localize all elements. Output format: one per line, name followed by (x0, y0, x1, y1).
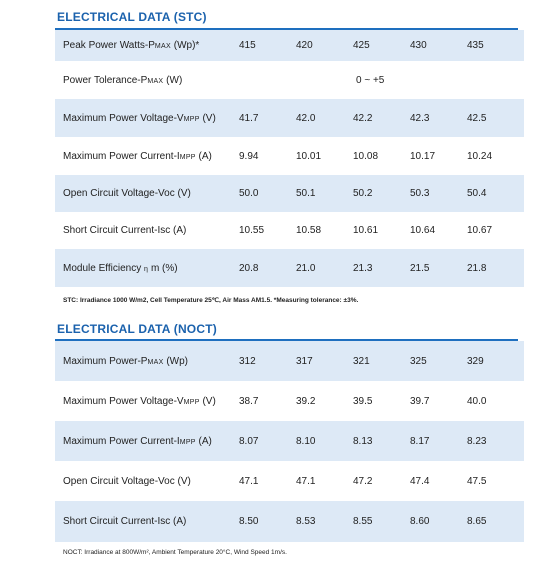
label-text: Short Circuit Current-Isc (A) (63, 516, 187, 527)
label-text: Maximum Power Voltage-V (63, 112, 184, 124)
value-cell: 8.55 (353, 501, 410, 542)
table-row (55, 341, 524, 381)
stc-section-title: ELECTRICAL DATA (STC) (57, 10, 207, 24)
value-cell: 41.7 (239, 99, 296, 137)
row-label (55, 421, 239, 461)
table-row (55, 501, 524, 542)
value-cell: 8.10 (296, 421, 353, 461)
label-unit: (A) (195, 435, 212, 447)
row-label (55, 212, 239, 249)
label-text: Maximum Power-P (63, 355, 148, 367)
value-cell: 47.4 (410, 475, 430, 487)
value-cell: 42.2 (353, 99, 410, 137)
value-cell: 39.2 (296, 395, 316, 407)
value-cell: 312 (239, 341, 296, 381)
label-text: Open Circuit Voltage-Voc (V) (63, 475, 191, 487)
stc-footnote: STC: Irradiance 1000 W/m2, Cell Temperature 25℃, Air Mass AM1.5. *Measuring tolerance: ±3%. (63, 297, 359, 304)
value-cell: 420 (296, 30, 353, 61)
label-unit: m (%) (148, 262, 178, 274)
value-cell: 9.94 (239, 150, 259, 162)
value-cell: 40.0 (467, 395, 487, 407)
label-text: Open Circuit Voltage-Voc (V) (63, 188, 191, 199)
label-subscript: MPP (183, 398, 200, 406)
row-label (55, 381, 239, 421)
row-label (55, 99, 239, 137)
label-text: Module Efficiency (63, 262, 144, 274)
value-cell: 50.4 (467, 175, 524, 212)
table-row (55, 30, 524, 61)
value-cell: 21.8 (467, 249, 524, 287)
value-cell: 10.17 (410, 150, 436, 162)
value-cell: 10.61 (353, 225, 379, 236)
table-row (55, 381, 524, 421)
value-cell: 21.3 (353, 249, 410, 287)
label-text: Maximum Power Voltage-V (63, 395, 184, 407)
value-cell: 47.1 (296, 475, 316, 487)
table-row (55, 175, 524, 212)
value-cell: 8.13 (353, 421, 410, 461)
value-cell: 8.60 (410, 501, 467, 542)
value-cell: 425 (353, 30, 410, 61)
value-cell: 21.5 (410, 249, 467, 287)
table-row (55, 249, 524, 287)
table-row (55, 61, 524, 99)
table-row (55, 99, 524, 137)
row-label (55, 137, 239, 175)
label-subscript: MAX (147, 358, 164, 366)
value-cell: 430 (410, 30, 467, 61)
value-cell: 50.3 (410, 175, 467, 212)
value-cell: 8.23 (467, 421, 524, 461)
value-cell: 10.24 (467, 150, 493, 162)
value-cell: 50.1 (296, 175, 353, 212)
value-cell: 42.5 (467, 99, 524, 137)
value-cell: 10.67 (467, 225, 493, 236)
value-cell: 50.2 (353, 175, 410, 212)
value-cell: 10.64 (410, 225, 436, 236)
value-cell: 329 (467, 341, 524, 381)
label-unit: (Wp)* (170, 40, 200, 51)
value-cell: 8.53 (296, 501, 353, 542)
label-text: Maximum Power Current-I (63, 150, 180, 162)
label-subscript: MPP (179, 438, 196, 446)
value-cell: 21.0 (296, 249, 353, 287)
label-subscript: MPP (183, 115, 200, 123)
label-unit: (W) (163, 74, 183, 86)
value-cell: 39.5 (353, 395, 373, 407)
value-cell: 8.07 (239, 421, 296, 461)
value-cell: 47.5 (467, 475, 487, 487)
value-cell: 415 (239, 30, 296, 61)
value-cell: 435 (467, 30, 524, 61)
value-cell: 321 (353, 341, 410, 381)
value-cell: 39.7 (410, 395, 430, 407)
merged-value-cell: 0 ~ +5 (356, 74, 385, 86)
stc-table (55, 30, 524, 287)
value-cell: 47.2 (353, 475, 373, 487)
value-cell: 317 (296, 341, 353, 381)
label-text: Maximum Power Current-I (63, 435, 180, 447)
value-cell: 8.17 (410, 421, 467, 461)
label-subscript: MAX (154, 43, 171, 50)
row-label (55, 30, 239, 61)
value-cell: 47.1 (239, 475, 259, 487)
label-unit: (V) (199, 112, 216, 124)
row-label (55, 249, 239, 287)
noct-table (55, 341, 524, 542)
value-cell: 8.65 (467, 501, 524, 542)
value-cell: 50.0 (239, 175, 296, 212)
value-cell: 10.08 (353, 150, 379, 162)
value-cell: 10.01 (296, 150, 322, 162)
row-label (55, 341, 239, 381)
value-cell: 8.50 (239, 501, 296, 542)
table-row (55, 421, 524, 461)
row-label (55, 61, 239, 99)
label-text: Power Tolerance-P (63, 74, 148, 86)
value-cell: 42.0 (296, 99, 353, 137)
row-label (55, 175, 239, 212)
value-cell: 42.3 (410, 99, 467, 137)
table-row (55, 212, 524, 249)
label-unit: (A) (195, 150, 212, 162)
label-unit: (V) (199, 395, 216, 407)
table-row (55, 137, 524, 175)
value-cell: 325 (410, 341, 467, 381)
value-cell: 10.58 (296, 225, 322, 236)
noct-section-title: ELECTRICAL DATA (NOCT) (57, 322, 217, 336)
value-cell: 10.55 (239, 225, 265, 236)
label-text: Short Circuit Current-Isc (A) (63, 225, 187, 236)
value-cell: 20.8 (239, 249, 296, 287)
label-subscript: η (143, 265, 149, 273)
label-subscript: MAX (147, 77, 164, 85)
noct-footnote: NOCT: Irradiance at 800W/m², Ambient Temperature 20°C, Wind Speed 1m/s. (63, 549, 287, 556)
label-text: Peak Power Watts-P (63, 40, 155, 51)
row-label (55, 461, 239, 501)
label-unit: (Wp) (163, 355, 188, 367)
label-subscript: MPP (179, 153, 196, 161)
value-cell: 38.7 (239, 395, 259, 407)
table-row (55, 461, 524, 501)
row-label (55, 501, 239, 542)
